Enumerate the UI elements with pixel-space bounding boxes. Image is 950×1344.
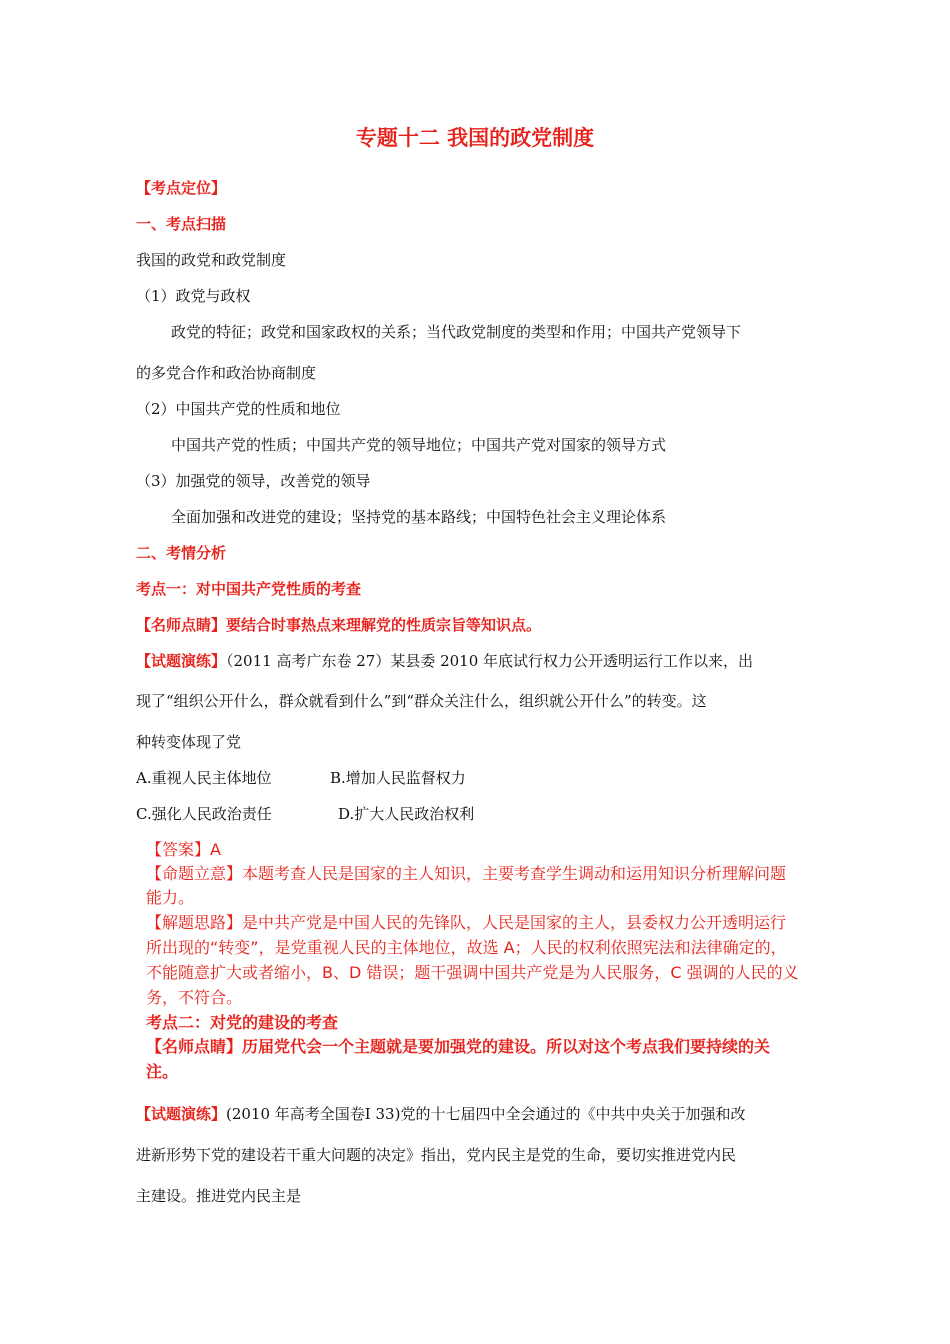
- intent-line1: 【命题立意】本题考查人民是国家的主人知识，主要考查学生调动和运用知识分析理解问题: [146, 864, 787, 883]
- item1-heading: （1）政党与政权: [136, 287, 251, 305]
- question-text-2: (2010 年高考全国卷Ⅰ 33)党的十七届四中全会通过的《中共中央关于加强和改: [226, 1105, 746, 1123]
- solve-line3: 不能随意扩大或者缩小，B、D 错误；题干强调中国共产党是为人民服务，C 强调的人民的义: [146, 963, 799, 982]
- item1-line1: 政党的特征；政党和国家政权的关系；当代政党制度的类型和作用；中国共产党领导下: [171, 323, 742, 341]
- option-c: C.强化人民政治责任: [136, 805, 272, 823]
- section-analysis-heading: 二、考情分析: [136, 544, 227, 562]
- practice-label: 【试题演练】: [136, 652, 227, 670]
- section-locate: 【考点定位】: [136, 179, 227, 197]
- point1-question-line2: 现了“组织公开什么，群众就看到什么”到“群众关注什么，组织就公开什么”的转变。这: [136, 692, 707, 710]
- option-b: B.增加人民监督权力: [330, 769, 466, 787]
- item3-heading: （3）加强党的领导，改善党的领导: [136, 472, 371, 490]
- point1-tip: 【名师点睛】要结合时事热点来理解党的性质宗旨等知识点。: [136, 616, 542, 634]
- point2-question-line1: [136, 1104, 745, 1124]
- intent-line2: 能力。: [146, 888, 195, 907]
- question-text: （2011 高考广东卷 27）某县委 2010 年底试行权力公开透明运行工作以来，出: [226, 652, 754, 670]
- practice-label-2: 【试题演练】: [136, 1105, 227, 1123]
- solve-line4: 务，不符合。: [146, 988, 243, 1007]
- option-d: D.扩大人民政治权利: [338, 805, 475, 823]
- point1-question-line1: [136, 651, 753, 671]
- item3-line1: 全面加强和改进党的建设；坚持党的基本路线；中国特色社会主义理论体系: [171, 508, 667, 526]
- item2-line1: 中国共产党的性质；中国共产党的领导地位；中国共产党对国家的领导方式: [171, 436, 667, 454]
- point2-title: 考点二：对党的建设的考查: [146, 1013, 339, 1032]
- point2-question-line2: 进新形势下党的建设若干重大问题的决定》指出，党内民主是党的生命，要切实推进党内民: [136, 1146, 737, 1164]
- item1-line2: 的多党合作和政治协商制度: [136, 364, 317, 382]
- point1-title: 考点一：对中国共产党性质的考查: [136, 580, 362, 598]
- point2-tip-line2: 注。: [146, 1062, 179, 1081]
- option-a: A.重视人民主体地位: [136, 769, 272, 787]
- point1-question-line3: 种转变体现了党: [136, 733, 242, 751]
- point2-question-line3: 主建设。推进党内民主是: [136, 1187, 302, 1205]
- point2-tip-line1: 【名师点睛】历届党代会一个主题就是要加强党的建设。所以对这个考点我们要持续的关: [146, 1037, 771, 1056]
- solve-line2: 所出现的“转变”，是党重视人民的主体地位，故选 A；人民的权利依照宪法和法律确定的，: [146, 938, 787, 957]
- topic-line: 我国的政党和政党制度: [136, 251, 287, 269]
- section-scan-heading: 一、考点扫描: [136, 215, 227, 233]
- item2-heading: （2）中国共产党的性质和地位: [136, 400, 341, 418]
- answer: 【答案】A: [146, 840, 221, 859]
- solve-line1: 【解题思路】是中共产党是中国人民的先锋队，人民是国家的主人，县委权力公开透明运行: [146, 913, 787, 932]
- page-title: 专题十二 我国的政党制度: [355, 125, 595, 150]
